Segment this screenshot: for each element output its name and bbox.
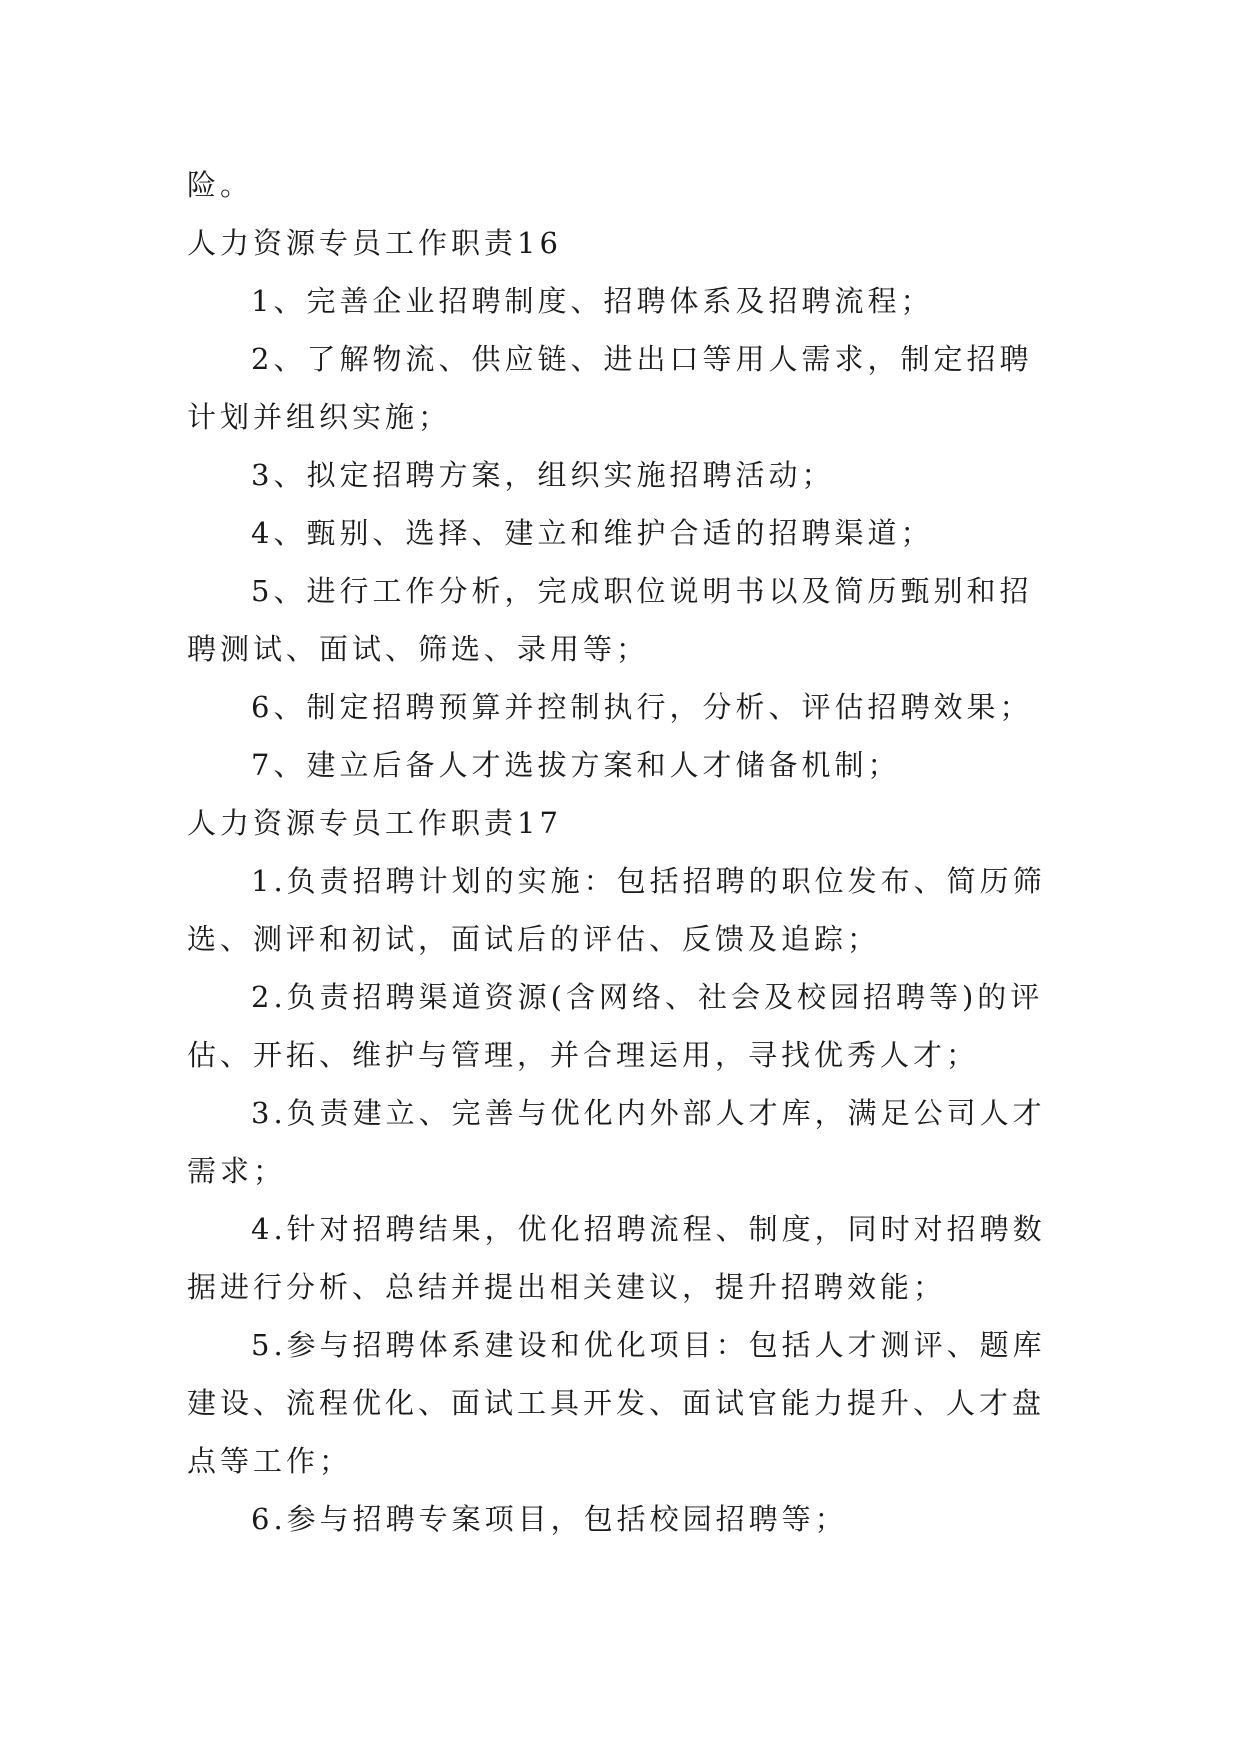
list-item-continuation: 需求； (187, 1154, 287, 1188)
list-item: 6、制定招聘预算并控制执行，分析、评估招聘效果； (251, 690, 1033, 724)
list-item: 6.参与招聘专案项目，包括校园招聘等； (251, 1502, 848, 1536)
list-item: 2.负责招聘渠道资源(含网络、社会及校园招聘等)的评 (251, 980, 1044, 1014)
text-line: 险。 (187, 168, 254, 202)
section-heading: 人力资源专员工作职责16 (187, 226, 562, 260)
list-item: 2、了解物流、供应链、进出口等用人需求，制定招聘 (251, 342, 1033, 376)
section-heading: 人力资源专员工作职责17 (187, 806, 562, 840)
list-item: 7、建立后备人才选拔方案和人才储备机制； (251, 748, 901, 782)
list-item: 3.负责建立、完善与优化内外部人才库，满足公司人才 (251, 1096, 1046, 1130)
list-item: 3、拟定招聘方案，组织实施招聘活动； (251, 458, 835, 492)
list-item: 5.参与招聘体系建设和优化项目：包括人才测评、题库 (251, 1328, 1046, 1362)
list-item-continuation: 计划并组织实施； (187, 400, 452, 434)
list-item: 1.负责招聘计划的实施：包括招聘的职位发布、简历筛 (251, 864, 1046, 898)
list-item-continuation: 聘测试、面试、筛选、录用等； (187, 632, 650, 666)
list-item-continuation: 据进行分析、总结并提出相关建议，提升招聘效能； (187, 1270, 947, 1304)
list-item-continuation: 选、测评和初试，面试后的评估、反馈及追踪； (187, 922, 881, 956)
list-item: 1、完善企业招聘制度、招聘体系及招聘流程； (251, 284, 934, 318)
list-item: 5、进行工作分析，完成职位说明书以及简历甄别和招 (251, 574, 1033, 608)
list-item-continuation: 点等工作； (187, 1444, 353, 1478)
list-item-continuation: 估、开拓、维护与管理，并合理运用，寻找优秀人才； (187, 1038, 980, 1072)
list-item-continuation: 建设、流程优化、面试工具开发、面试官能力提升、人才盘 (187, 1386, 1046, 1420)
list-item: 4.针对招聘结果，优化招聘流程、制度，同时对招聘数 (251, 1212, 1046, 1246)
list-item: 4、甄别、选择、建立和维护合适的招聘渠道； (251, 516, 934, 550)
